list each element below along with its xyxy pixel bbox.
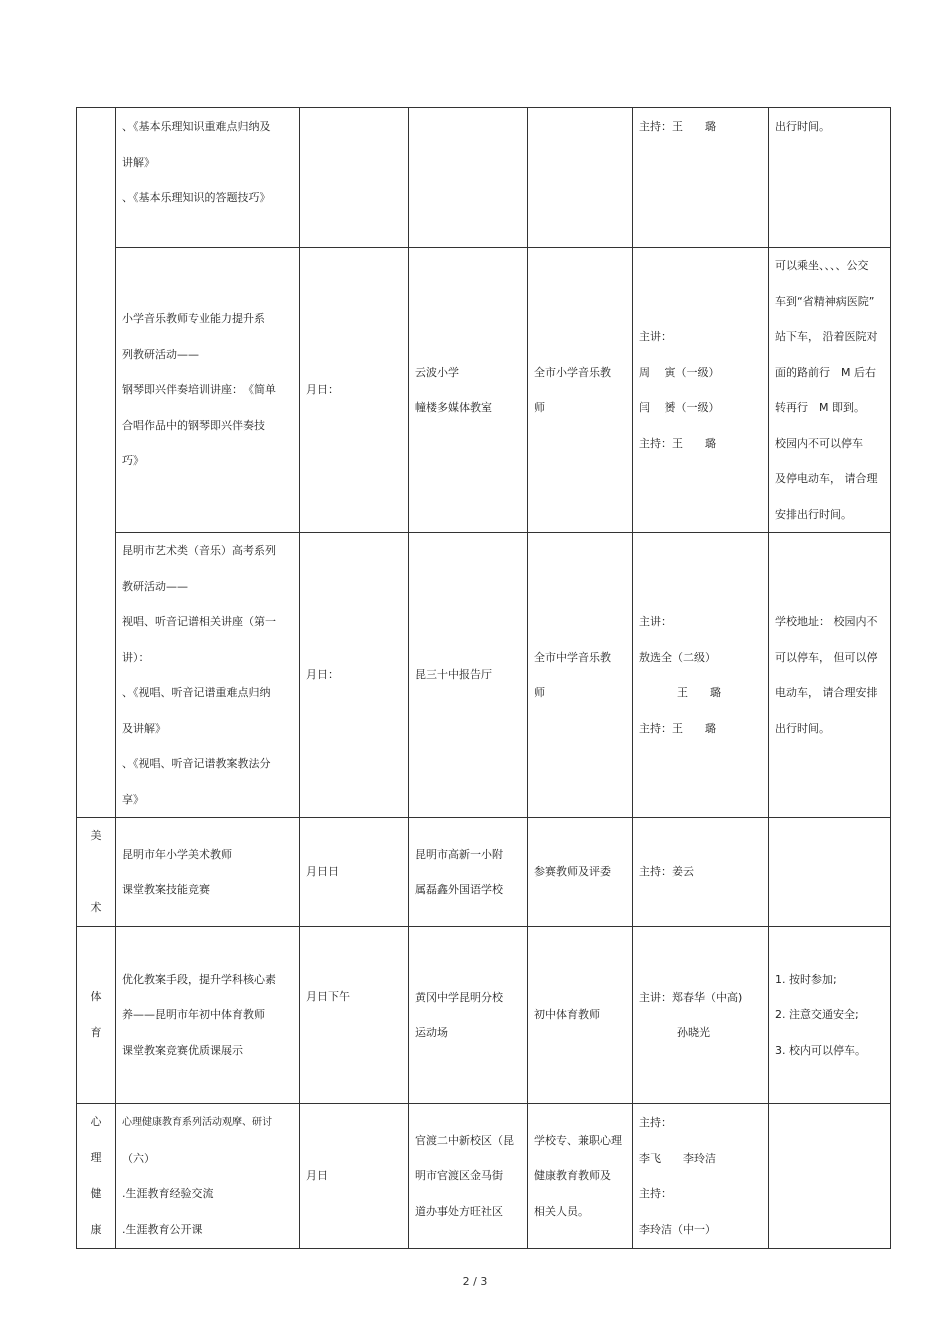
host-cell: [633, 108, 769, 248]
activity-line: 视唱、听音记谱相关讲座（第一: [122, 615, 276, 628]
activity-line: （六）: [122, 1151, 155, 1165]
participants-cell: [528, 248, 633, 533]
subject-cell: [77, 1104, 116, 1249]
schedule-table: [76, 107, 891, 1249]
notes-line: 3. 校内可以停车。: [775, 1043, 866, 1057]
subject-char: [77, 854, 115, 890]
time-line: 月日下午: [306, 990, 350, 1003]
place-cell: [409, 818, 528, 927]
notes-line: 车到“省精神病医院”: [775, 294, 875, 308]
host-line: 主持：王 璐: [639, 721, 716, 735]
activity-line: 、《视唱、听音记谱教案教法分: [122, 757, 271, 770]
subject-char: 心: [90, 1115, 102, 1128]
notes-line: 安排出行时间。: [775, 507, 852, 521]
table-row: [77, 108, 891, 248]
notes-line: 出行时间。: [775, 120, 830, 133]
host-cell: [633, 927, 769, 1104]
notes-line: 及停电动车， 请合理: [775, 472, 878, 485]
participants-line: 全市小学音乐教: [534, 365, 611, 379]
time-line: 月日：: [306, 668, 339, 682]
place-line: 黄冈中学昆明分校: [415, 990, 503, 1004]
notes-line: 2. 注意交通安全;: [775, 1008, 859, 1022]
participants-cell: [528, 1104, 633, 1249]
participants-line: 健康教育教师及: [534, 1169, 611, 1183]
activity-line: 课堂教案技能竞赛: [122, 883, 210, 896]
notes-line: 出行时间。: [775, 721, 830, 735]
host-line: 李玲洁（中一）: [639, 1222, 716, 1236]
activity-line: 讲解》: [122, 155, 155, 169]
activity-line: 课堂教案竞赛优质课展示: [122, 1043, 243, 1057]
participants-cell: [528, 927, 633, 1104]
host-line: 主讲：郑春华（中高): [639, 990, 743, 1004]
subject-char: 康: [90, 1223, 102, 1236]
notes-cell: [769, 248, 891, 533]
activity-line: 钢琴即兴伴奏培训讲座： 《简单: [122, 383, 276, 397]
host-line: 主持：: [639, 1187, 672, 1200]
notes-cell: [769, 108, 891, 248]
subject-cell: [77, 927, 116, 1104]
place-cell: [409, 1104, 528, 1249]
notes-cell: [769, 927, 891, 1104]
host-line: 孙晓光: [677, 1026, 710, 1039]
notes-line: 学校地址： 校园内不: [775, 615, 878, 628]
subject-cell: [77, 108, 116, 818]
subject-char: 体: [90, 990, 102, 1003]
host-line: 闫 赟（一级）: [639, 401, 720, 414]
activity-line: 小学音乐教师专业能力提升系: [122, 312, 265, 326]
activity-cell: [116, 108, 300, 248]
page-number: 2 / 3: [462, 1275, 488, 1288]
place-line: 道办事处方旺社区: [415, 1204, 503, 1218]
notes-line: 校园内不可以停车: [775, 436, 863, 450]
participants-cell: [528, 108, 633, 248]
activity-line: 昆明市艺术类（音乐）高考系列: [122, 544, 276, 557]
place-cell: [409, 533, 528, 818]
activity-line: 享》: [122, 792, 144, 806]
host-line: 王 璐: [677, 686, 721, 699]
place-line: 运动场: [415, 1026, 448, 1039]
host-line: 主持：王 璐: [639, 120, 716, 133]
participants-line: 全市中学音乐教: [534, 650, 611, 664]
host-line: 主持：: [639, 1116, 672, 1129]
participants-cell: [528, 533, 633, 818]
host-line: 敖选全（二级）: [639, 650, 716, 664]
activity-line: 、《基本乐理知识的答题技巧》: [122, 191, 271, 204]
host-line: 李飞 李玲洁: [639, 1151, 716, 1165]
table-row: [77, 927, 891, 1104]
activity-line: .生涯教育公开课: [122, 1222, 203, 1236]
subject-char: 理: [90, 1151, 102, 1164]
time-cell: [300, 248, 409, 533]
subject-char: 健: [90, 1187, 102, 1200]
activity-line: 列教研活动——: [122, 347, 199, 361]
time-cell: [300, 1104, 409, 1249]
host-line: 主持：王 璐: [639, 436, 716, 450]
host-line: 主讲：: [639, 330, 672, 343]
participants-line: 师: [534, 401, 545, 414]
place-cell: [409, 927, 528, 1104]
participants-line: 参赛教师及评委: [534, 865, 611, 879]
activity-line: 及讲解》: [122, 721, 166, 735]
notes-line: 面的路前行 M 后右: [775, 365, 876, 379]
place-line: 官渡二中新校区（昆: [415, 1133, 514, 1147]
host-line: 主持：姜云: [639, 865, 694, 879]
activity-line: .生涯教育经验交流: [122, 1187, 214, 1200]
activity-line: 讲）：: [122, 650, 150, 664]
table-row: [77, 248, 891, 533]
time-cell: [300, 108, 409, 248]
time-line: 月日：: [306, 383, 339, 397]
activity-cell: [116, 1104, 300, 1249]
notes-line: 电动车， 请合理安排: [775, 686, 878, 699]
participants-line: 学校专、兼职心理: [534, 1133, 622, 1147]
activity-line: 、《基本乐理知识重难点归纳及: [122, 120, 271, 133]
activity-line: 合唱作品中的钢琴即兴伴奏技: [122, 418, 265, 432]
place-line: 昆三十中报告厅: [415, 668, 492, 682]
activity-line: 优化教案手段，提升学科核心素: [122, 972, 276, 986]
host-line: 周 寅（一级）: [639, 365, 720, 379]
host-cell: [633, 533, 769, 818]
table-row: [77, 533, 891, 818]
place-line: 云波小学: [415, 365, 459, 379]
table-row: [77, 1104, 891, 1249]
notes-line: 站下车， 沿着医院对: [775, 330, 878, 343]
place-line: 昆明市高新一小附: [415, 847, 503, 861]
notes-line: 转再行 M 即到。: [775, 401, 865, 414]
place-line: 属磊鑫外国语学校: [415, 883, 503, 896]
host-cell: [633, 818, 769, 927]
participants-cell: [528, 818, 633, 927]
place-cell: [409, 248, 528, 533]
place-line: 明市官渡区金马街: [415, 1169, 503, 1183]
time-line: 月日: [306, 1169, 328, 1183]
activity-line: 巧》: [122, 454, 144, 468]
activity-line: 心理健康教育系列活动观摩、研讨: [122, 1117, 272, 1128]
subject-cell: [77, 818, 116, 927]
notes-cell: [769, 818, 891, 927]
activity-line: 昆明市年小学美术教师: [122, 847, 232, 861]
activity-cell: [116, 818, 300, 927]
notes-cell: [769, 1104, 891, 1249]
host-cell: [633, 248, 769, 533]
notes-line: 可以停车， 但可以停: [775, 650, 878, 664]
activity-cell: [116, 533, 300, 818]
place-line: 幢楼多媒体教室: [415, 401, 492, 414]
notes-cell: [769, 533, 891, 818]
participants-line: 相关人员。: [534, 1204, 589, 1218]
notes-line: 可以乘坐、、、、公交: [775, 259, 869, 272]
host-line: 主讲：: [639, 615, 672, 628]
table-row: [77, 818, 891, 927]
subject-char: 美: [90, 829, 102, 842]
activity-line: 、《视唱、听音记谱重难点归纳: [122, 686, 271, 699]
subject-char: 术: [90, 901, 102, 914]
place-cell: [409, 108, 528, 248]
time-line: 月日日: [306, 865, 339, 879]
time-cell: [300, 927, 409, 1104]
activity-line: 教研活动——: [122, 579, 188, 593]
subject-char: 育: [90, 1026, 102, 1039]
notes-line: 1. 按时参加;: [775, 972, 837, 986]
time-cell: [300, 818, 409, 927]
activity-line: 养——昆明市年初中体育教师: [122, 1008, 265, 1022]
activity-cell: [116, 927, 300, 1104]
participants-line: 初中体育教师: [534, 1008, 600, 1022]
time-cell: [300, 533, 409, 818]
host-cell: [633, 1104, 769, 1249]
activity-cell: [116, 248, 300, 533]
participants-line: 师: [534, 686, 545, 699]
